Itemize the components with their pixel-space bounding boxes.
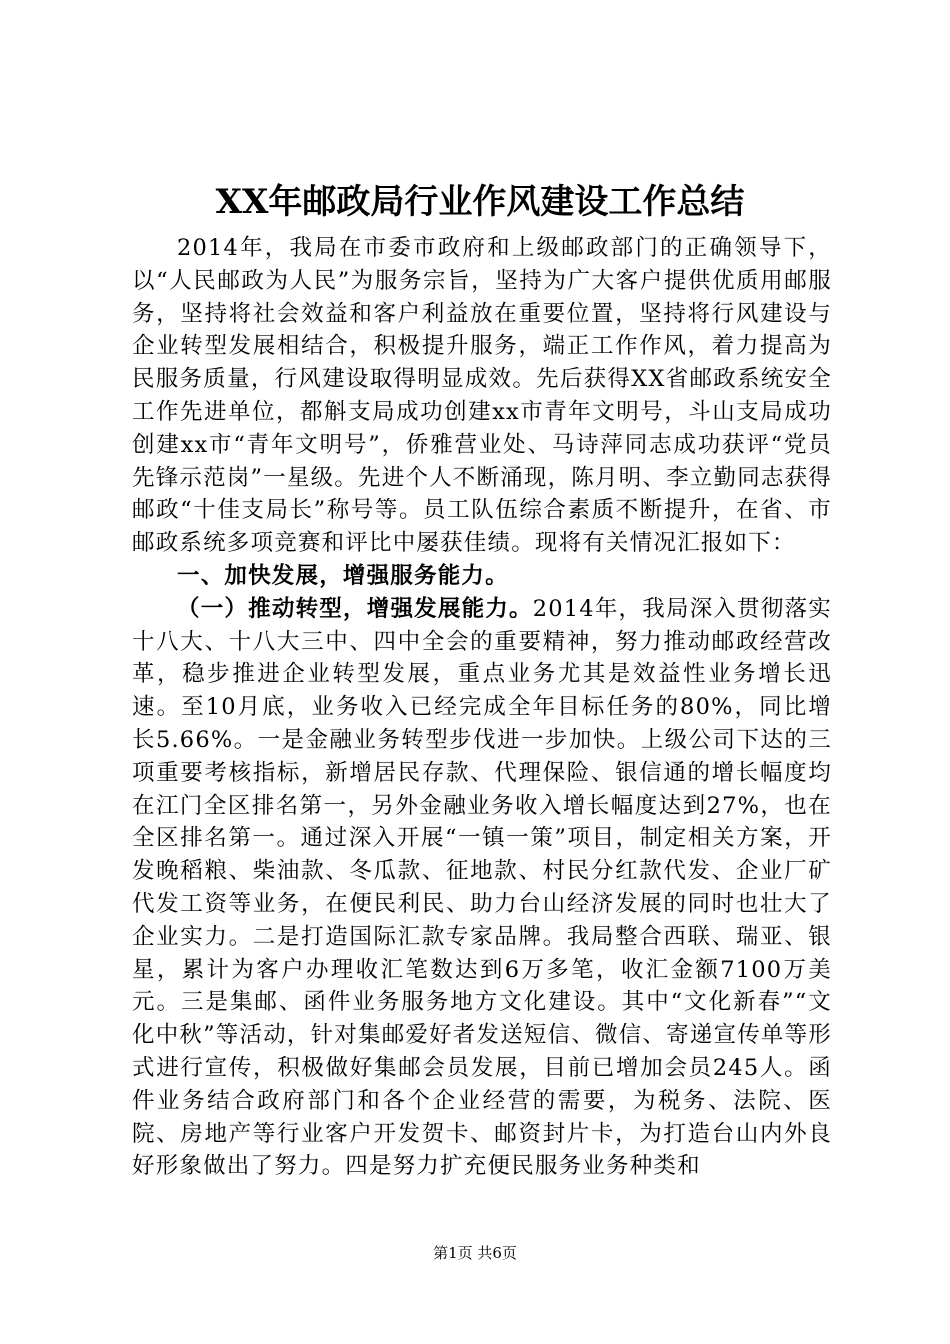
intro-paragraph: 2014年，我局在市委市政府和上级邮政部门的正确领导下，以“人民邮政为人民”为服务宗旨，坚持为广大客户提供优质用邮服务，坚持将社会效益和客户利益放在重要位置，坚持将行风建设与企业转型发展相结合，积极提升服务，端正工作作风，着力提高为民服务质量，行风建设取得明显成效。先后获得XX省邮政系统安全工作先进单位，都斛支局成功创建xx市青年文明号，斗山支局成功创建xx市“青年文明号”，侨雅营业处、马诗萍同志成功获评“党员先锋示范岗”一星级。先进个人不断涌现，陈月明、李立勤同志获得邮政“十佳支局长”称号等。员工队伍综合素质不断提升，在省、市邮政系统多项竞赛和评比中屡获佳绩。现将有关情况汇报如下：	[132, 235, 833, 557]
document-body	[132, 232, 832, 1183]
subsection-heading: （一）推动转型，增强发展能力。	[177, 595, 533, 622]
subsection-text: 2014年，我局深入贯彻落实十八大、十八大三中、四中全会的重要精神，努力推动邮政经营改革，稳步推进企业转型发展，重点业务尤其是效益性业务增长迅速。至10月底，业务收入已经完成全年目标任务的80%，同比增长5.66%。一是金融业务转型步伐进一步加快。上级公司下达的三项重要考核指标，新增居民存款、代理保险、银信通的增长幅度均在江门全区排名第一，另外金融业务收入增长幅度达到27%，也在全区排名第一。通过深入开展“一镇一策”项目，制定相关方案，开发晚稻粮、柴油款、冬瓜款、征地款、村民分红款代发、企业厂矿代发工资等业务，在便民利民、助力台山经济发展的同时也壮大了企业实力。二是打造国际汇款专家品牌。我局整合西联、瑞亚、银星，累计为客户办理收汇笔数达到6万多笔，收汇金额7100万美元。三是集邮、函件业务服务地方文化建设。其中“文化新春”“文化中秋”等活动，针对集邮爱好者发送短信、微信、寄递宣传单等形式进行宣传，积极做好集邮会员发展，目前已增加会员245人。函件业务结合政府部门和各个企业经营的需要，为税务、法院、医院、房地产等行业客户开发贺卡、邮资封片卡，为打造台山内外良好形象做出了努力。四是努力扩充便民服务业务种类和	[132, 595, 833, 1180]
document-title: XX年邮政局行业作风建设工作总结	[215, 182, 745, 222]
page-footer: 第1页 共6页	[433, 1244, 517, 1262]
subsection-paragraph	[132, 593, 832, 1183]
section-heading: 一、加快发展，增强服务能力。	[177, 562, 509, 589]
